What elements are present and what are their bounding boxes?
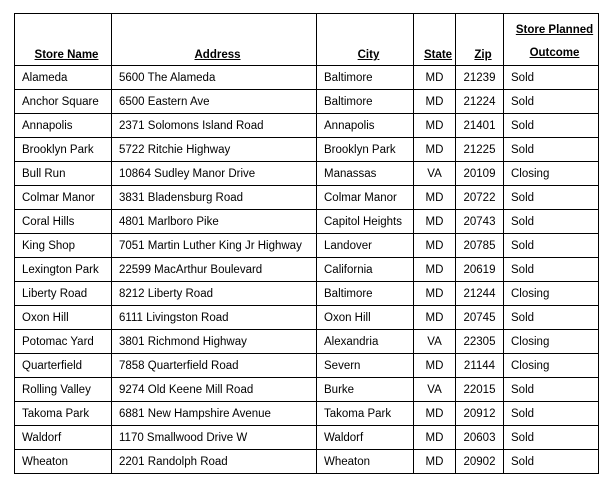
cell-outcome: Closing — [504, 282, 599, 306]
header-outcome-line2: Outcome — [529, 47, 580, 59]
cell-zip: 21224 — [456, 90, 504, 114]
cell-city: Baltimore — [317, 90, 414, 114]
cell-state: MD — [414, 354, 456, 378]
cell-address: 5722 Ritchie Highway — [112, 138, 317, 162]
cell-address: 5600 The Alameda — [112, 66, 317, 90]
cell-address: 4801 Marlboro Pike — [112, 210, 317, 234]
table-row — [15, 450, 599, 474]
header-row — [15, 14, 599, 66]
cell-store-name: Annapolis — [15, 114, 112, 138]
cell-store-name: Bull Run — [15, 162, 112, 186]
cell-outcome: Sold — [504, 306, 599, 330]
table-row — [15, 114, 599, 138]
cell-store-name: Potomac Yard — [15, 330, 112, 354]
cell-city: Alexandria — [317, 330, 414, 354]
cell-store-name: Coral Hills — [15, 210, 112, 234]
table-row — [15, 402, 599, 426]
cell-city: Waldorf — [317, 426, 414, 450]
cell-state: MD — [414, 186, 456, 210]
cell-store-name: Takoma Park — [15, 402, 112, 426]
cell-outcome: Sold — [504, 450, 599, 474]
header-address: Address — [112, 14, 317, 66]
table-row — [15, 186, 599, 210]
cell-state: MD — [414, 66, 456, 90]
table-row — [15, 90, 599, 114]
cell-city: Brooklyn Park — [317, 138, 414, 162]
header-zip: Zip — [456, 14, 504, 66]
cell-address: 6111 Livingston Road — [112, 306, 317, 330]
cell-city: California — [317, 258, 414, 282]
cell-state: MD — [414, 258, 456, 282]
cell-zip: 20743 — [456, 210, 504, 234]
cell-zip: 20902 — [456, 450, 504, 474]
cell-store-name: Quarterfield — [15, 354, 112, 378]
cell-state: MD — [414, 138, 456, 162]
cell-outcome: Sold — [504, 258, 599, 282]
header-store-name: Store Name — [15, 14, 112, 66]
header-city: City — [317, 14, 414, 66]
cell-state: MD — [414, 90, 456, 114]
cell-outcome: Sold — [504, 90, 599, 114]
cell-zip: 21239 — [456, 66, 504, 90]
table-row — [15, 138, 599, 162]
store-table — [14, 13, 599, 474]
cell-outcome: Sold — [504, 378, 599, 402]
cell-store-name: Colmar Manor — [15, 186, 112, 210]
cell-address: 8212 Liberty Road — [112, 282, 317, 306]
cell-store-name: Brooklyn Park — [15, 138, 112, 162]
cell-zip: 21244 — [456, 282, 504, 306]
cell-city: Takoma Park — [317, 402, 414, 426]
cell-store-name: Alameda — [15, 66, 112, 90]
cell-zip: 20722 — [456, 186, 504, 210]
cell-city: Colmar Manor — [317, 186, 414, 210]
table-row — [15, 426, 599, 450]
cell-address: 22599 MacArthur Boulevard — [112, 258, 317, 282]
cell-zip: 20912 — [456, 402, 504, 426]
cell-zip: 22015 — [456, 378, 504, 402]
cell-city: Baltimore — [317, 66, 414, 90]
cell-outcome: Closing — [504, 162, 599, 186]
cell-city: Severn — [317, 354, 414, 378]
cell-state: VA — [414, 162, 456, 186]
cell-address: 3801 Richmond Highway — [112, 330, 317, 354]
cell-city: Manassas — [317, 162, 414, 186]
cell-address: 6881 New Hampshire Avenue — [112, 402, 317, 426]
cell-address: 3831 Bladensburg Road — [112, 186, 317, 210]
cell-outcome: Sold — [504, 186, 599, 210]
table-row — [15, 234, 599, 258]
cell-zip: 21225 — [456, 138, 504, 162]
cell-store-name: Lexington Park — [15, 258, 112, 282]
table-row — [15, 210, 599, 234]
cell-state: MD — [414, 306, 456, 330]
cell-outcome: Closing — [504, 330, 599, 354]
header-outcome-line1: Store Planned — [515, 24, 594, 36]
cell-address: 1170 Smallwood Drive W — [112, 426, 317, 450]
cell-city: Annapolis — [317, 114, 414, 138]
cell-outcome: Sold — [504, 426, 599, 450]
cell-state: MD — [414, 282, 456, 306]
cell-city: Baltimore — [317, 282, 414, 306]
cell-zip: 21144 — [456, 354, 504, 378]
cell-city: Capitol Heights — [317, 210, 414, 234]
cell-address: 7051 Martin Luther King Jr Highway — [112, 234, 317, 258]
cell-state: MD — [414, 234, 456, 258]
cell-store-name: Rolling Valley — [15, 378, 112, 402]
cell-city: Wheaton — [317, 450, 414, 474]
cell-state: MD — [414, 210, 456, 234]
table-row — [15, 258, 599, 282]
header-outcome — [504, 14, 599, 66]
cell-zip: 22305 — [456, 330, 504, 354]
cell-address: 9274 Old Keene Mill Road — [112, 378, 317, 402]
table-row — [15, 282, 599, 306]
table-row — [15, 354, 599, 378]
cell-zip: 20785 — [456, 234, 504, 258]
table-row — [15, 66, 599, 90]
table-row — [15, 306, 599, 330]
header-state: State — [414, 14, 456, 66]
cell-outcome: Sold — [504, 210, 599, 234]
cell-outcome: Sold — [504, 66, 599, 90]
cell-address: 10864 Sudley Manor Drive — [112, 162, 317, 186]
cell-state: MD — [414, 450, 456, 474]
cell-city: Oxon Hill — [317, 306, 414, 330]
cell-outcome: Sold — [504, 138, 599, 162]
cell-city: Landover — [317, 234, 414, 258]
cell-address: 6500 Eastern Ave — [112, 90, 317, 114]
cell-store-name: Liberty Road — [15, 282, 112, 306]
cell-store-name: Anchor Square — [15, 90, 112, 114]
cell-state: MD — [414, 402, 456, 426]
cell-outcome: Sold — [504, 402, 599, 426]
cell-state: VA — [414, 330, 456, 354]
cell-state: MD — [414, 426, 456, 450]
cell-city: Burke — [317, 378, 414, 402]
table-row — [15, 330, 599, 354]
table-row — [15, 162, 599, 186]
cell-outcome: Sold — [504, 114, 599, 138]
table-row — [15, 378, 599, 402]
cell-outcome: Sold — [504, 234, 599, 258]
cell-zip: 20619 — [456, 258, 504, 282]
cell-state: VA — [414, 378, 456, 402]
cell-zip: 21401 — [456, 114, 504, 138]
cell-zip: 20603 — [456, 426, 504, 450]
cell-store-name: King Shop — [15, 234, 112, 258]
cell-store-name: Oxon Hill — [15, 306, 112, 330]
cell-zip: 20745 — [456, 306, 504, 330]
cell-zip: 20109 — [456, 162, 504, 186]
cell-outcome: Closing — [504, 354, 599, 378]
cell-address: 7858 Quarterfield Road — [112, 354, 317, 378]
cell-address: 2371 Solomons Island Road — [112, 114, 317, 138]
cell-address: 2201 Randolph Road — [112, 450, 317, 474]
cell-state: MD — [414, 114, 456, 138]
cell-store-name: Waldorf — [15, 426, 112, 450]
cell-store-name: Wheaton — [15, 450, 112, 474]
